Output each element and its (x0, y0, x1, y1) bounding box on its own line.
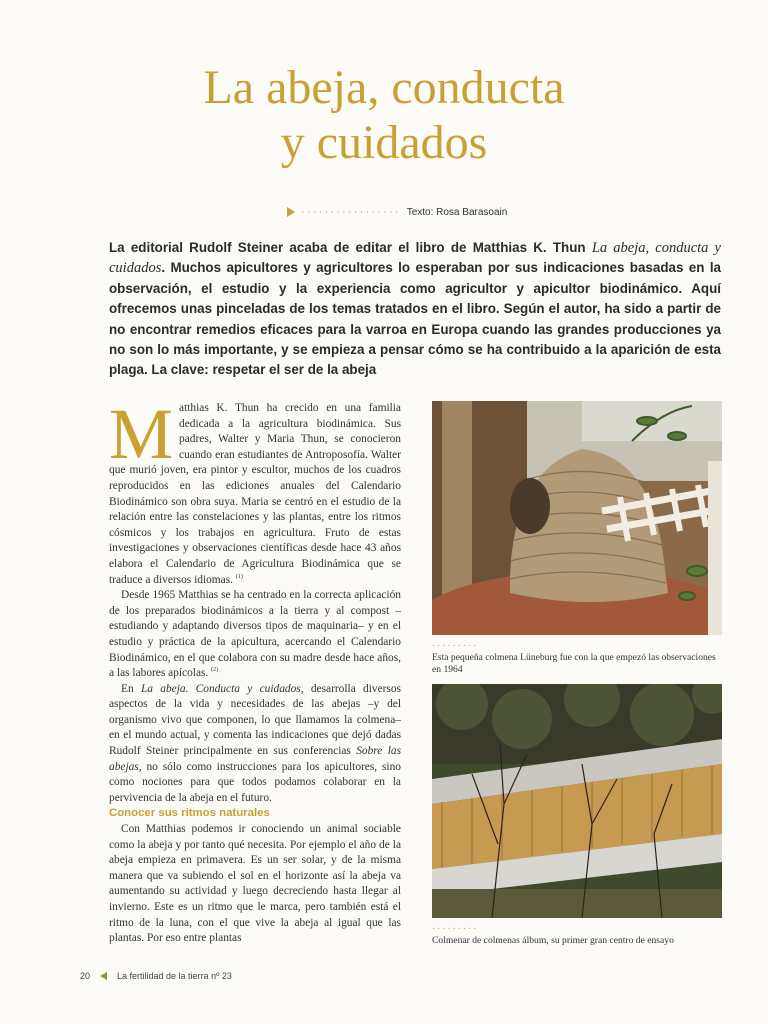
arrow-right-icon (287, 207, 295, 217)
section-subheading: Conocer sus ritmos naturales (109, 807, 270, 820)
article-title (0, 60, 768, 170)
body-paragraph-1 (109, 394, 401, 588)
skep-hive-photo (432, 401, 722, 635)
figure-caption-1: Esta pequeña colmena Lüneburg fue con la que empezó las observaciones en 1964 (432, 652, 716, 676)
caption-dots-2: ········· (432, 923, 479, 934)
body-column (109, 394, 401, 947)
body-paragraph-4: Con Matthias podemos ir conociendo un animal sociable como la abeja y por tanto qué necesita. Por ejemplo el año de la abeja empieza en primavera. Es un ser solar, y de la misma manera que va subiendo el sol en el horizonte así la abeja va aumentando su actividad y luego decreciendo hasta llegar al invierno. Este es un ritmo que le marca, pero también está el ritmo de la luna, con el que vive la abeja al igual que las plantas. Por eso entre plantas (109, 823, 401, 945)
footnote-ref-1: (1) (235, 573, 243, 580)
apiary-photo (432, 684, 722, 918)
p1-text: atthias K. Thun ha crecido en una familia dedicada a la agricultura biodinámica. Sus padres, Walter y Maria Thun, se conocieron cuando eran estudiantes de Antroposofía. Walter que murió joven, era pintor y escultor, muchos de los cuadros reproducidos en las ediciones anuales del Calendario Biodinámico son obra suya. Maria se centró en el estudio de la relación entre las constelaciones y las plantas, entre los ritmos cósmicos y los trabajos en agricultura. Fruto de estas investigaciones y observaciones científicas desde hace 43 años elabora el Calendario de Agricultura Biodinámica que se traduce a diversos idiomas. (109, 402, 401, 586)
p3-conference-title: Sobre las abejas (109, 745, 401, 773)
title-line-2: y cuidados (280, 116, 488, 169)
lead-book-title: La abeja, conducta y cuidados (109, 240, 721, 277)
body-paragraph-2 (109, 588, 401, 682)
title-line-1: La abeja, conducta (203, 61, 565, 114)
caption-dots-1: ········· (432, 640, 479, 651)
p3-text-b: , desarrolla diversos aspectos de la vida y necesidades de las abejas –y del organismo vivo que componen, lo que llamamos la colmena– en el mundo actual, y comenta las indicaciones que dejó dadas Rudolf Steiner principalmente en sus conferencias (109, 682, 401, 758)
p3-text-c: , no sólo como instrucciones para los apicultores, sino como nociones para que todos podamos colaborar en la pervivencia de la abeja en el futuro. (109, 760, 401, 804)
arrow-left-icon (100, 972, 107, 980)
p2-text: Desde 1965 Matthias se ha centrado en la correcta aplicación de los preparados biodinámicos a la tierra y al compost –estudiando y adaptando diversos tipos de maquinaria– y en el estudio y práctica de la apicultura, acercando el Calendario Biodinámico, en el que colabora con su madre desde hace años, a las labores apícolas. (109, 589, 401, 680)
figure-caption-2: Colmenar de colmenas álbum, su primer gran centro de ensayo (432, 935, 674, 946)
page-number: 20 (80, 971, 91, 981)
lead-paragraph (109, 238, 721, 381)
p3-book-title: La abeja. Conducta y cuidados (140, 682, 301, 695)
publication-name: La fertilidad de la tierra nº 23 (117, 971, 232, 981)
lead-text-2: . Muchos apicultores y agricultores lo esperaban por sus indicaciones basadas en la observación, el estudio y la experiencia como agricultor y apicultor biodinámico. Aquí ofrecemos unas pinceladas de los temas tratados en el libro. Según el autor, ha sido a partir de no encontrar remedios eficaces para la varroa en Europa cuando las grandes producciones ya no son lo más importante, y se empieza a pensar cómo se ha contribuido a la aparición de esta plaga. La clave: respetar el ser de la abeja (109, 260, 721, 378)
credit-dots: ················· (301, 206, 401, 218)
footnote-ref-2: (2) (211, 667, 219, 674)
credit-text: Texto: Rosa Barasoain (406, 206, 508, 218)
lead-text-1: La editorial Rudolf Steiner acaba de editar el libro de Matthias K. Thun (109, 240, 592, 255)
body-paragraph-3 (109, 682, 401, 807)
author-credit (287, 204, 507, 220)
drop-cap: M (109, 394, 174, 474)
p3-text-a: En (121, 682, 141, 695)
page-footer (80, 971, 232, 981)
